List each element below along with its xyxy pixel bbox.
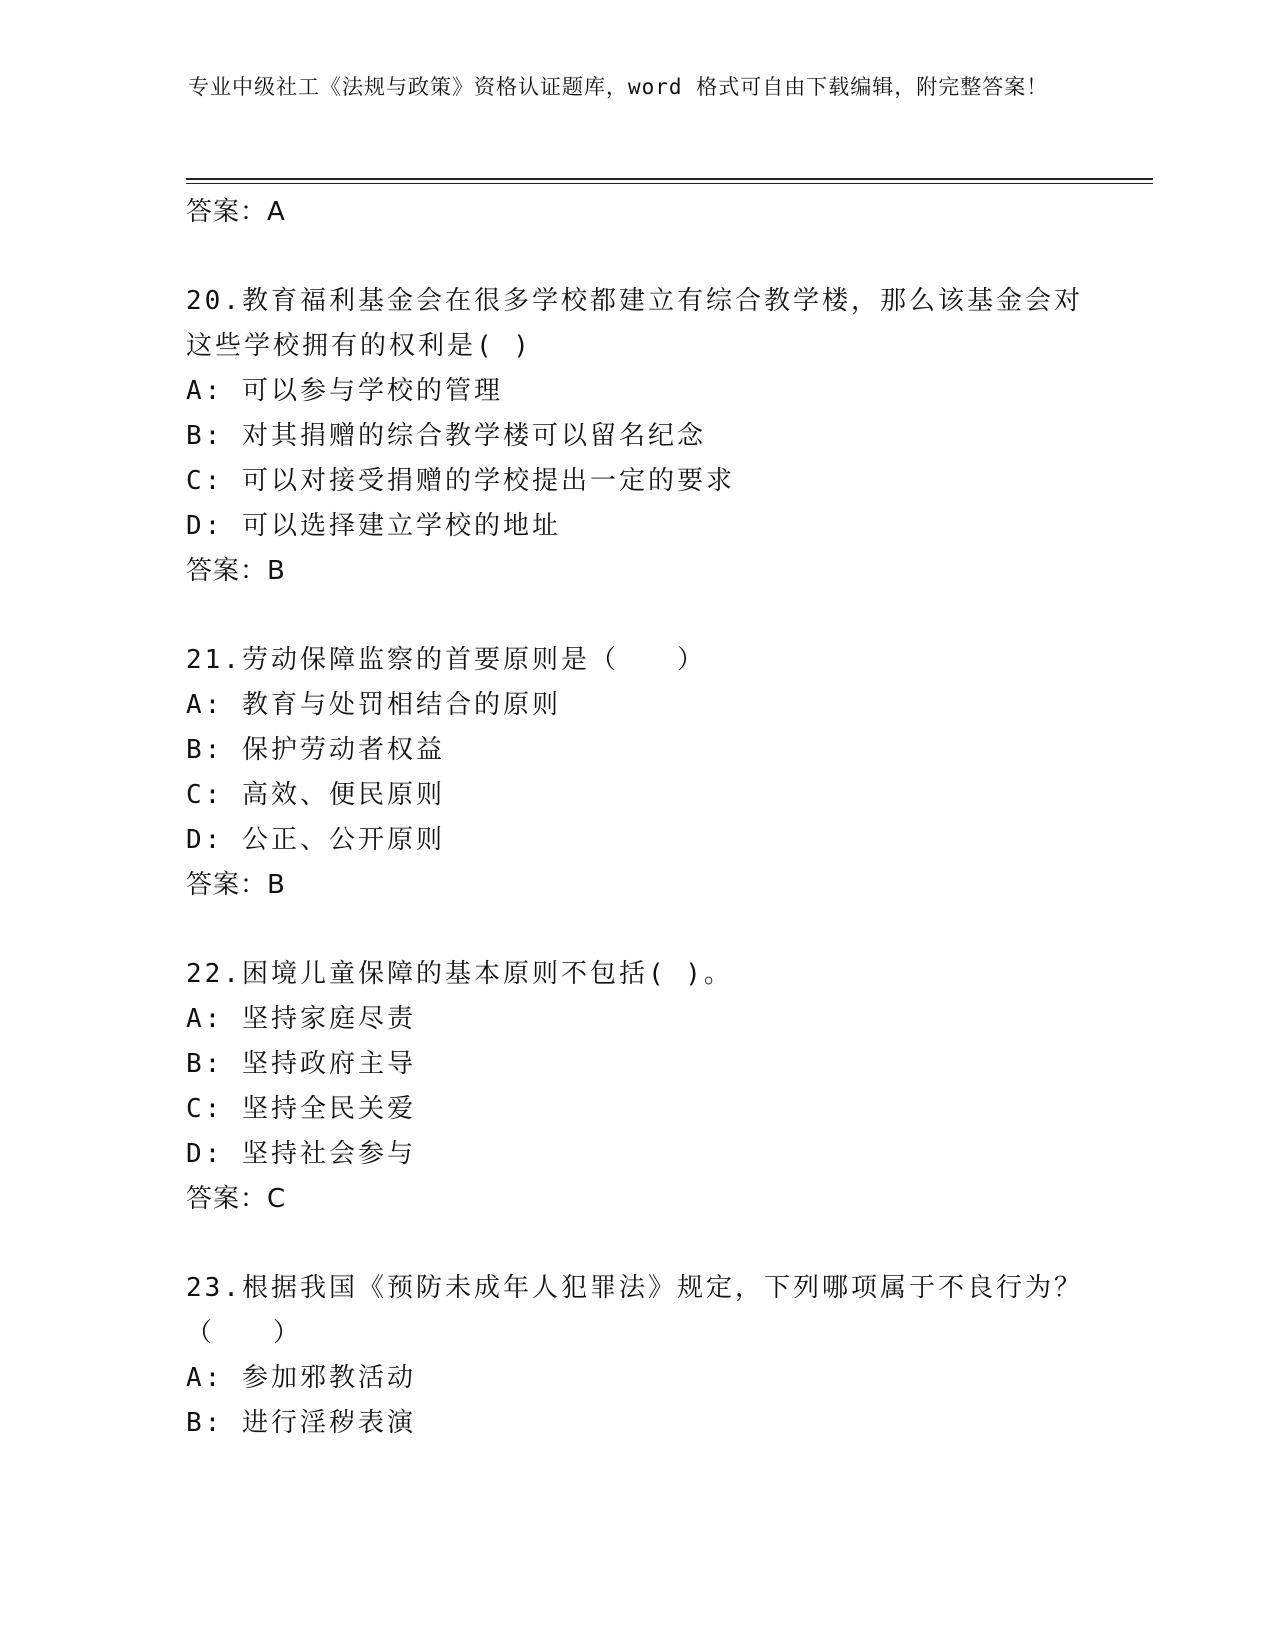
option-a: A: 可以参与学校的管理 bbox=[186, 376, 503, 406]
spacer bbox=[186, 594, 1086, 638]
question-block-21 bbox=[186, 638, 1086, 908]
question-stem: 21.劳动保障监察的首要原则是（ ） bbox=[186, 645, 706, 675]
answer-line: 答案：C bbox=[186, 1184, 287, 1214]
question-stem: 20.教育福利基金会在很多学校都建立有综合教学楼，那么该基金会对 bbox=[186, 286, 1083, 316]
answer-line: 答案：B bbox=[186, 556, 286, 586]
option-b: B: 保护劳动者权益 bbox=[186, 735, 445, 765]
option-a: A: 参加邪教活动 bbox=[186, 1363, 416, 1393]
option-c: C: 坚持全民关爱 bbox=[186, 1094, 416, 1124]
option-a: A: 坚持家庭尽责 bbox=[186, 1004, 416, 1034]
question-stem: （ ） bbox=[186, 1318, 303, 1348]
spacer bbox=[186, 1222, 1086, 1266]
option-b: B: 坚持政府主导 bbox=[186, 1049, 416, 1079]
question-block-23 bbox=[186, 1266, 1086, 1446]
option-d: D: 公正、公开原则 bbox=[186, 825, 445, 855]
question-block-20 bbox=[186, 279, 1086, 594]
question-list bbox=[186, 190, 1086, 1446]
question-block-22 bbox=[186, 952, 1086, 1222]
option-a: A: 教育与处罚相结合的原则 bbox=[186, 690, 561, 720]
option-c: C: 高效、便民原则 bbox=[186, 780, 445, 810]
header-rule-thin bbox=[186, 183, 1153, 184]
question-stem: 22.困境儿童保障的基本原则不包括( )。 bbox=[186, 959, 733, 989]
question-stem: 23.根据我国《预防未成年人犯罪法》规定，下列哪项属于不良行为？ bbox=[186, 1273, 1083, 1303]
answer-line: 答案：B bbox=[186, 870, 286, 900]
option-d: D: 可以选择建立学校的地址 bbox=[186, 511, 561, 541]
option-d: D: 坚持社会参与 bbox=[186, 1139, 416, 1169]
question-stem: 这些学校拥有的权利是( ) bbox=[186, 331, 532, 361]
option-c: C: 可以对接受捐赠的学校提出一定的要求 bbox=[186, 466, 735, 496]
spacer bbox=[186, 908, 1086, 952]
spacer bbox=[186, 235, 1086, 279]
option-b: B: 进行淫秽表演 bbox=[186, 1408, 416, 1438]
answer-line: 答案：A bbox=[186, 197, 286, 227]
option-b: B: 对其捐赠的综合教学楼可以留名纪念 bbox=[186, 421, 706, 451]
document-header-note: 专业中级社工《法规与政策》资格认证题库，word 格式可自由下载编辑，附完整答案！ bbox=[188, 75, 1049, 99]
header-rule-thick bbox=[186, 178, 1153, 180]
